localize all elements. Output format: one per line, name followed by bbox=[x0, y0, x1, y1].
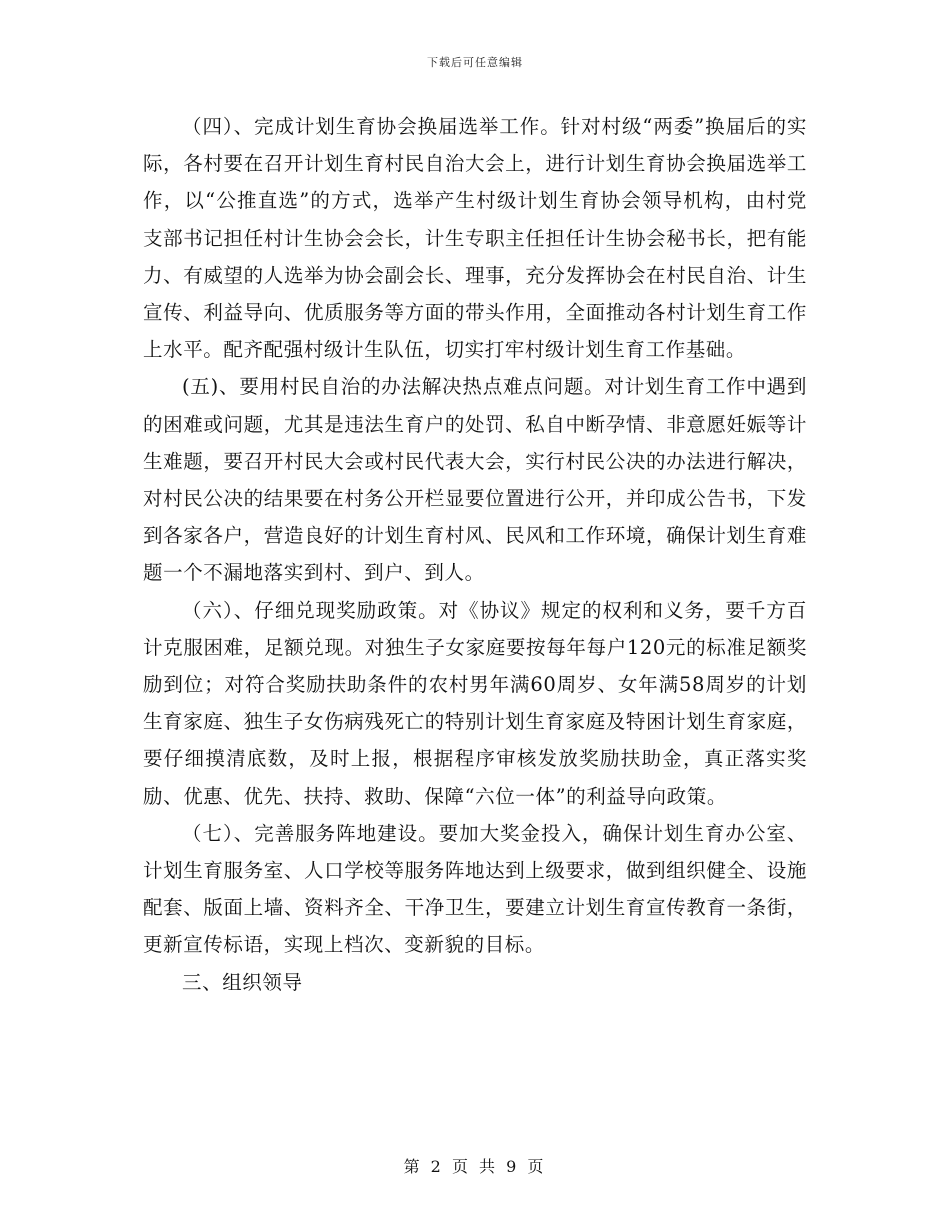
page-number-footer: 第 2 页 共 9 页 bbox=[403, 1157, 547, 1176]
section-heading-organization: 三、组织领导 bbox=[182, 970, 303, 994]
paragraph-section-5: (五)、要用村民自治的办法解决热点难点问题。对计划生育工作中遇到的困难或问题，尤其是违法生育户的处罚、私自中断孕情、非意愿妊娠等计生难题，要召开村民大会或村民代表大会，实行村民公决的办法进行解决，对村民公决的结果要在村务公开栏显要位置进行公开，并印成公告书，下发到各家各户，营造良好的计划生育村风、民风和工作环境，确保计划生育难题一个不漏地落实到村、到户、到人。 bbox=[143, 375, 807, 585]
paragraph-section-4: （四）、完成计划生育协会换届选举工作。针对村级“两委”换届后的实际，各村要在召开计划生育村民自治大会上，进行计划生育协会换届选举工作，以“公推直选”的方式，选举产生村级计划生育协会领导机构，由村党支部书记担任村计生协会会长，计生专职主任担任计生协会秘书长，把有能力、有威望的人选举为协会副会长、理事，充分发挥协会在村民自治、计生宣传、利益导向、优质服务等方面的带头作用，全面推动各村计划生育工作上水平。配齐配强村级计生队伍，切实打牢村级计划生育工作基础。 bbox=[143, 115, 807, 362]
paragraph-section-7: （七）、完善服务阵地建设。要加大奖金投入，确保计划生育办公室、计划生育服务室、人口学校等服务阵地达到上级要求，做到组织健全、设施配套、版面上墙、资料齐全、干净卫生，要建立计划生育宣传教育一条街，更新宣传标语，实现上档次、变新貌的目标。 bbox=[143, 821, 807, 957]
document-body bbox=[143, 108, 807, 1001]
paragraph-section-6: （六）、仔细兑现奖励政策。对《协议》规定的权利和义务，要千方百计克服困难，足额兑现。对独生子女家庭要按每年每户120元的标准足额奖励到位；对符合奖励扶助条件的农村男年满60周岁、女年满58周岁的计划生育家庭、独生子女伤病残死亡的特别计划生育家庭及特困计划生育家庭，要仔细摸清底数，及时上报，根据程序审核发放奖励扶助金，真正落实奖励、优惠、优先、扶持、救助、保障“六位一体”的利益导向政策。 bbox=[143, 598, 807, 808]
page-header: 下载后可任意编辑 bbox=[427, 56, 523, 69]
